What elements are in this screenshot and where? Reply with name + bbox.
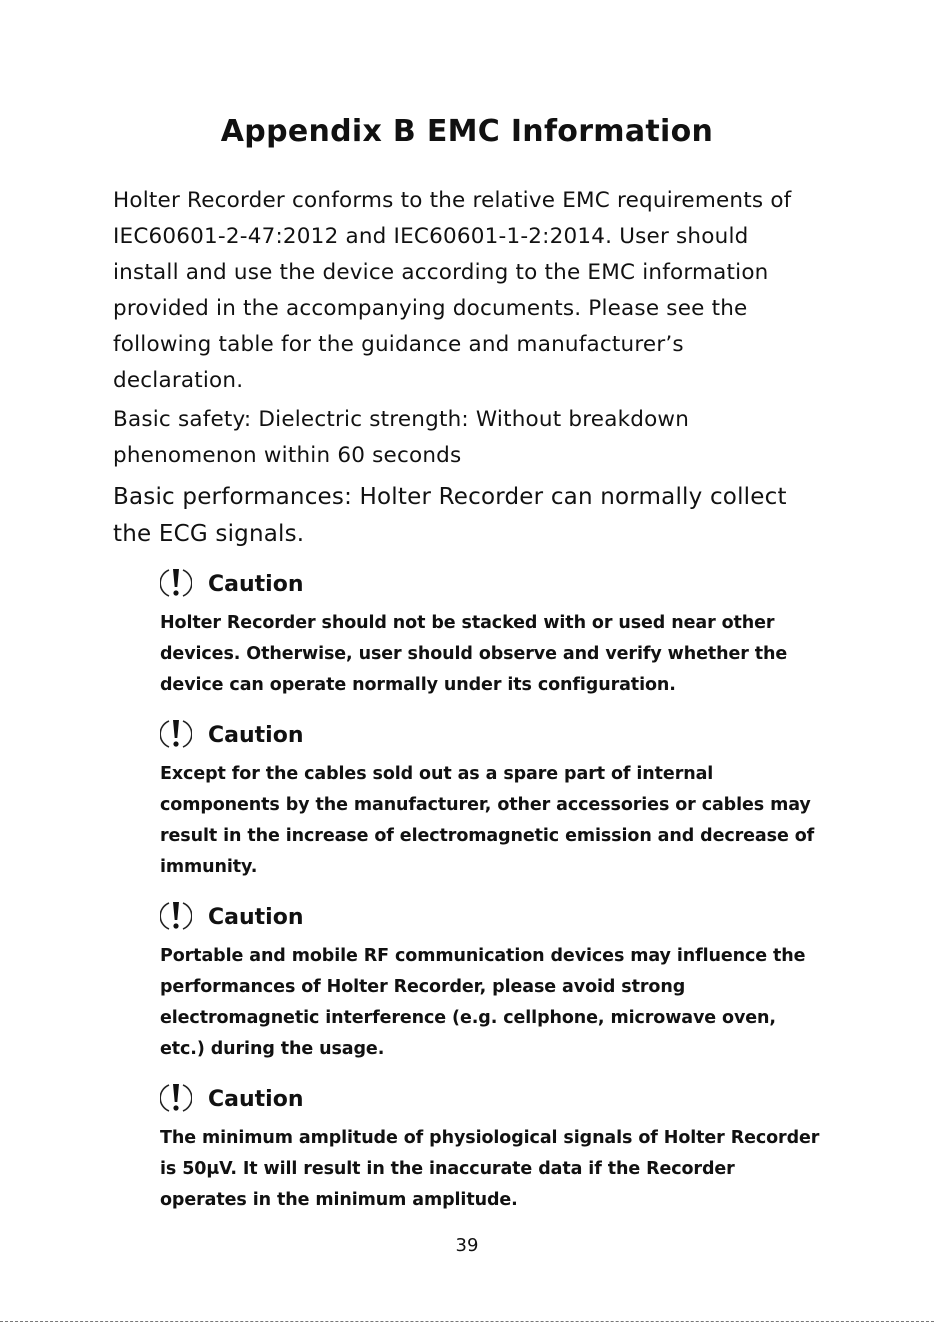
caution-block <box>160 566 825 701</box>
caution-icon <box>160 899 192 933</box>
caution-label: Caution <box>208 723 304 748</box>
caution-text: Holter Recorder should not be stacked with or used near other devices. Otherwise, user should observe and verify whether the device can operate normally under its configuration. <box>160 613 788 695</box>
basic-safety-paragraph: Basic safety: Dielectric strength: Without breakdown phenomenon within 60 seconds <box>113 407 690 468</box>
intro-paragraph: Holter Recorder conforms to the relative EMC requirements of IEC60601-2-47:2012 and IEC60601-1-2:2014. User should install and use the device according to the EMC information provided in the accompanying documents. Please see the following table for the guidance and manufacturer’s declaration. <box>113 188 792 393</box>
caution-label: Caution <box>208 572 304 597</box>
caution-icon <box>160 1081 192 1115</box>
page-bottom-divider <box>0 1321 934 1322</box>
caution-block <box>160 717 825 883</box>
caution-header <box>160 717 825 753</box>
caution-block <box>160 899 825 1065</box>
caution-text: Except for the cables sold out as a spare part of internal components by the manufacturer, other accessories or cables may result in the increase of electromagnetic emission and decrease of immunity. <box>160 764 815 877</box>
caution-label: Caution <box>208 1087 304 1112</box>
caution-icon <box>160 566 192 600</box>
caution-header <box>160 899 825 935</box>
caution-header <box>160 566 825 602</box>
caution-block <box>160 1081 825 1216</box>
caution-label: Caution <box>208 905 304 930</box>
basic-performances-paragraph: Basic performances: Holter Recorder can normally collect the ECG signals. <box>113 484 787 547</box>
page-number: 39 <box>455 1235 479 1256</box>
caution-icon <box>160 717 192 751</box>
caution-text: The minimum amplitude of physiological signals of Holter Recorder is 50μV. It will result in the inaccurate data if the Recorder operates in the minimum amplitude. <box>160 1128 820 1210</box>
caution-text: Portable and mobile RF communication devices may influence the performances of Holter Recorder, please avoid strong electromagnetic interference (e.g. cellphone, microwave oven, etc.) during the usage. <box>160 946 806 1059</box>
page-title: Appendix B EMC Information <box>220 114 714 149</box>
caution-header <box>160 1081 825 1117</box>
